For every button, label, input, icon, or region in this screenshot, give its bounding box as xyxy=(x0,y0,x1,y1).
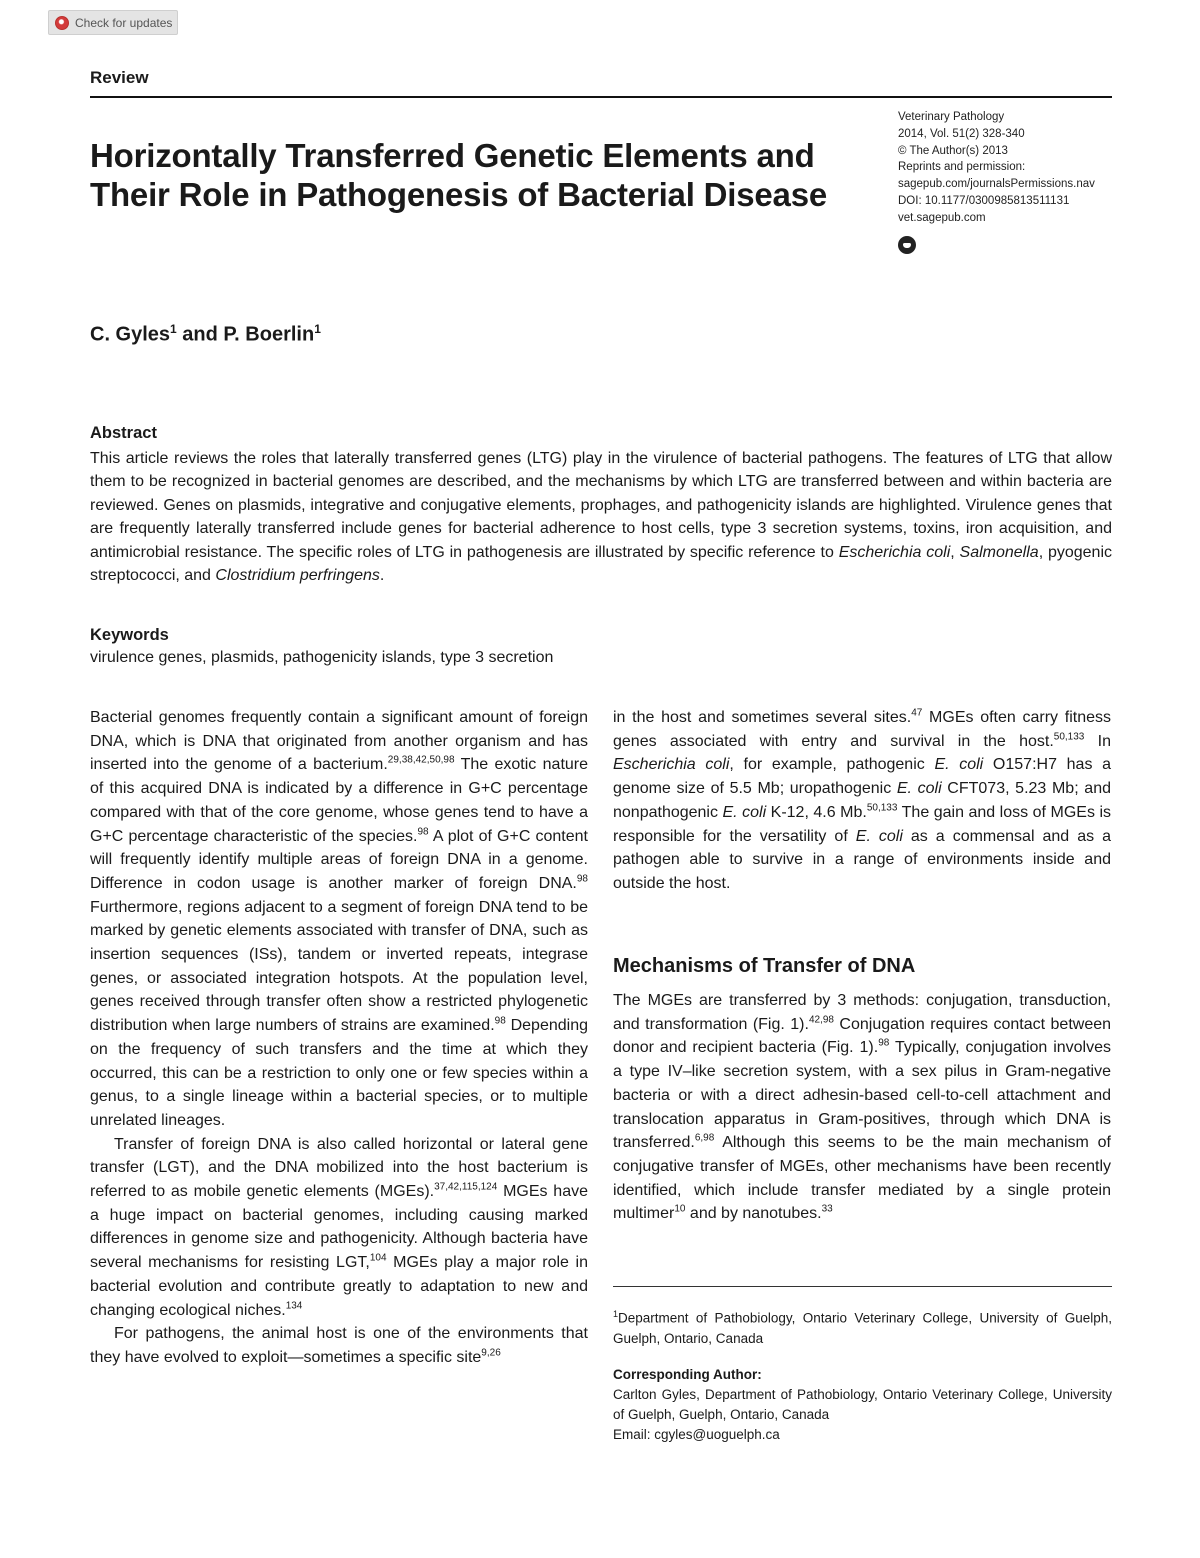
citation: 9,26 xyxy=(481,1347,501,1359)
citation: 98 xyxy=(576,873,588,885)
citation: 37,42,115,124 xyxy=(434,1181,498,1193)
author-1: C. Gyles xyxy=(90,323,171,346)
keywords-heading: Keywords xyxy=(90,626,169,644)
citation: 50,133 xyxy=(866,802,898,814)
citation: 98 xyxy=(494,1015,506,1027)
author-2: P. Boerlin xyxy=(223,323,315,346)
author-and: and xyxy=(176,323,224,346)
journal-reprints: Reprints and permission: xyxy=(898,161,1026,174)
journal-info xyxy=(898,109,1128,227)
citation: 104 xyxy=(369,1252,387,1264)
citation: 33 xyxy=(821,1204,833,1215)
header-divider xyxy=(90,96,1112,98)
body-right-column-top xyxy=(613,706,1111,896)
citation: 42,98 xyxy=(808,1014,834,1026)
citation: 29,38,42,50,98 xyxy=(387,755,455,767)
paragraph: Transfer of foreign DNA is also called horizontal or lateral gene transfer (LGT), and the DNA mobilized into the host bacterium is referred to as mobile genetic elements (MGEs).$^{37,42,115,124}$ MGEs have a huge impact on bacterial genomes, including causing marked differences in genome size and pathogenicity. Although bacteria have several mechanisms for resisting LGT,$^{104}$ MGEs play a major role in bacterial evolution and contribute greatly to adaptation to new and changing ecological niches.$^{134}$ xyxy=(90,1135,588,1319)
footnote-divider xyxy=(613,1286,1112,1287)
journal-name: Veterinary Pathology xyxy=(898,111,1005,123)
corresponding-author xyxy=(613,1365,1112,1445)
sage-logo-icon xyxy=(898,236,916,254)
paragraph: in the host and sometimes several sites.$^{47}$ MGEs often carry fitness genes associated with entry and survival in the host.$^{50,133}$ In Escherichia coli, for example, pathogenic E. coli O157:H7 has a genome size of 5.5 Mb; uropathogenic E. coli CFT073, 5.23 Mb; and nonpathogenic E. coli K-12, 4.6 Mb.$^{50,133}$ The gain and loss of MGEs is responsible for the versatility of E. coli as a commensal and as a pathogen able to survive in a range of environments inside and outside the host. xyxy=(613,707,1112,892)
affiliation-footnote: $^1$Department of Pathobiology, Ontario Veterinary College, University of Guelph, Guelph, Ontario, Canada xyxy=(613,1309,1112,1346)
citation: 6,98 xyxy=(694,1132,715,1144)
citation: 47 xyxy=(911,707,923,719)
citation: 50,133 xyxy=(1053,731,1085,743)
author-1-affil: 1 xyxy=(170,322,177,336)
citation: 98 xyxy=(878,1038,890,1050)
journal-site-link[interactable]: vet.sagepub.com xyxy=(898,211,986,224)
paragraph: For pathogens, the animal host is one of the environments that they have evolved to exploit—sometimes a specific site$^{9,26}$ xyxy=(90,1325,588,1366)
journal-permissions-link[interactable]: sagepub.com/journalsPermissions.nav xyxy=(898,178,1095,191)
citation: 10 xyxy=(674,1204,686,1215)
citation: 134 xyxy=(285,1300,303,1312)
paragraph: Bacterial genomes frequently contain a significant amount of foreign DNA, which is DNA that originated from another organism and has inserted into the genome of a bacterium.$^{29,38,42,50,98}$ The exotic nature of this acquired DNA is indicated by a difference in G+C percentage compared with that of the core genome, whose genes tend to have a G+C percentage characteristic of the species.$^{98}$ A plot of G+C content will frequently identify multiple areas of foreign DNA in a genome. Difference in codon usage is another marker of foreign DNA.$^{98}$ Furthermore, regions adjacent to a segment of foreign DNA tend to be marked by genetic elements associated with transfer of DNA, such as insertion sequences (ISs), tandem or inverted repeats, integrase genes, or associated integration hotspots. At the population level, genes received through transfer often show a restricted phylogenetic distribution when large numbers of strains are examined.$^{98}$ Depending on the frequency of such transfers and the time at which they occurred, this can be a restriction to only one or few species within a genus, to a single lineage within a bacterial species, or to multiple unrelated lineages. xyxy=(90,709,589,1129)
author-2-affil: 1 xyxy=(314,322,321,336)
journal-volume: 2014, Vol. 51(2) 328-340 xyxy=(898,127,1025,140)
corresponding-author-email[interactable]: Email: cgyles@uoguelph.ca xyxy=(613,1427,780,1442)
section-heading: Mechanisms of Transfer of DNA xyxy=(613,955,916,977)
article-type-label: Review xyxy=(90,68,149,87)
citation: 98 xyxy=(417,826,429,838)
check-for-updates-button[interactable] xyxy=(48,10,178,35)
update-icon xyxy=(55,16,69,30)
journal-doi[interactable]: DOI: 10.1177/0300985813511131 xyxy=(898,194,1070,207)
body-left-column xyxy=(90,706,588,1370)
author-line xyxy=(90,322,321,347)
corresponding-author-details: Carlton Gyles, Department of Pathobiology, Ontario Veterinary College, University of Guelph, Guelph, Ontario, Canada xyxy=(613,1387,1112,1422)
abstract-heading: Abstract xyxy=(90,424,157,442)
body-right-column-bottom xyxy=(613,989,1111,1226)
corresponding-author-heading: Corresponding Author: xyxy=(613,1367,762,1382)
paragraph: The MGEs are transferred by 3 methods: conjugation, transduction, and transformation (Fig. 1).$^{42,98}$ Conjugation requires contact between donor and recipient bacteria (Fig. 1).$^{98}$ Typically, conjugation involves a type IV–like secretion system, with a sex pilus in Gram-negative bacteria or with a direct adhesin-based cell-to-cell attachment and translocation apparatus in Gram-positives, through which DNA is transferred.$^{6,98}$ Although this seems to be the main mechanism of conjugative transfer of MGEs, other mechanisms have been recently identified, which include transfer mediated by a single protein multimer$^{10}$ and by nanotubes.$^{33}$ xyxy=(613,992,1112,1223)
journal-copyright: © The Author(s) 2013 xyxy=(898,144,1008,157)
article-title: Horizontally Transferred Genetic Elements and Their Role in Pathogenesis of Bacterial Disease xyxy=(90,137,828,213)
keywords-text: virulence genes, plasmids, pathogenicity islands, type 3 secretion xyxy=(90,649,554,666)
abstract-text: This article reviews the roles that laterally transferred genes (LTG) play in the virulence of bacterial pathogens. The features of LTG that allow them to be recognized in bacterial genomes are described, and the mechanisms by which LTG are transferred between and within bacteria are reviewed. Genes on plasmids, integrative and conjugative elements, prophages, and pathogenicity islands are highlighted. Virulence genes that are frequently laterally transferred include genes for bacterial adherence to host cells, type 3 secretion systems, toxins, iron acquisition, and antimicrobial resistance. The specific roles of LTG in pathogenesis are illustrated by specific reference to Escherichia coli, Salmonella, pyogenic streptococci, and Clostridium perfringens. xyxy=(90,450,1113,585)
check-for-updates-label: Check for updates xyxy=(75,15,173,30)
